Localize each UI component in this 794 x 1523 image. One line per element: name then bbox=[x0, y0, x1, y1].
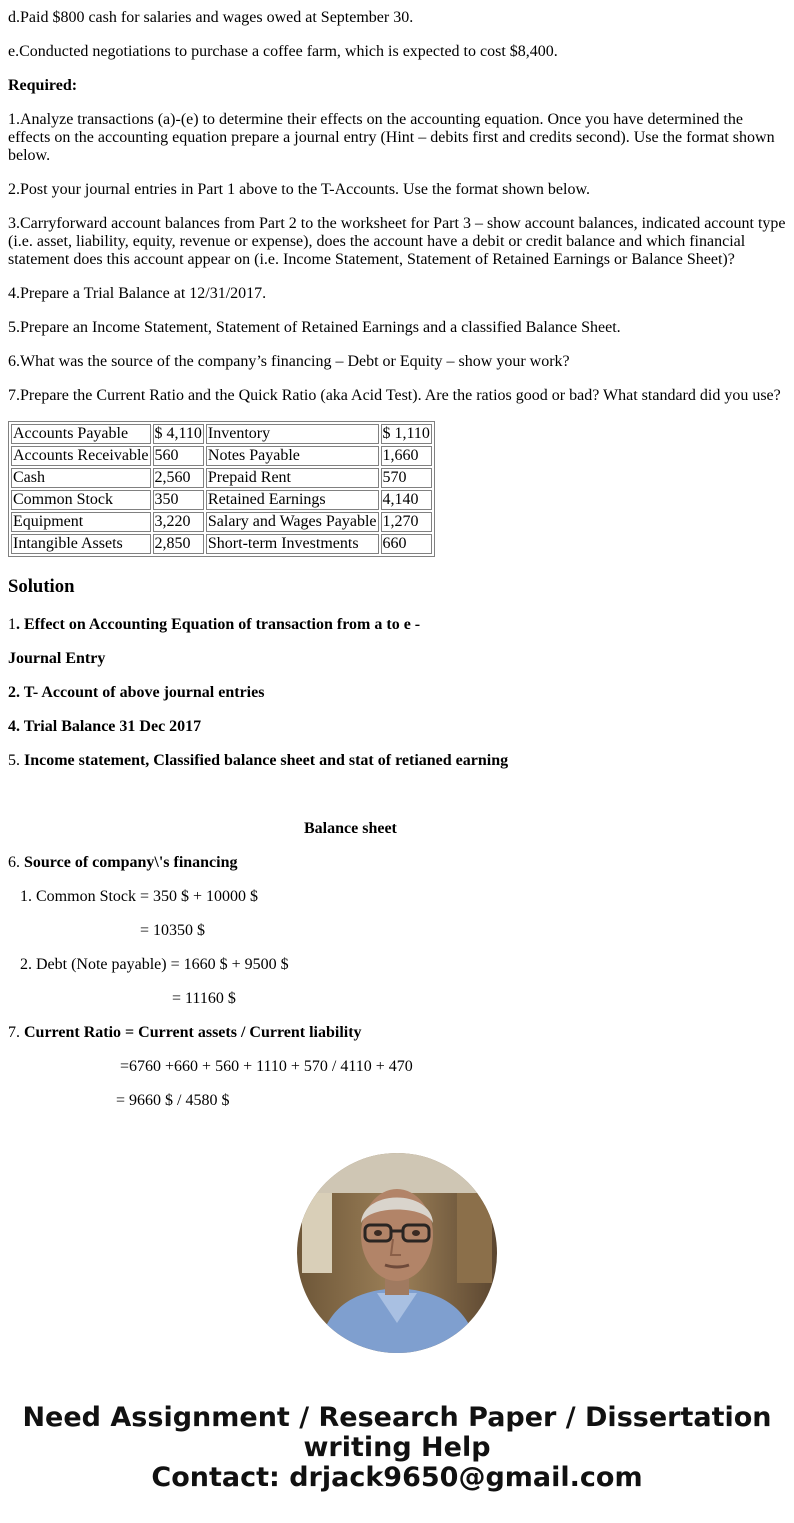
balance-sheet-heading bbox=[304, 820, 397, 838]
solution-2 bbox=[8, 684, 788, 702]
account-name: Accounts Receivable bbox=[13, 447, 149, 464]
requirement-6: 6.What was the source of the company’s financing – Debt or Equity – show your work? bbox=[8, 353, 570, 370]
promo-contact: Contact: drjack9650@gmail.com bbox=[151, 1462, 643, 1493]
account-name: Accounts Payable bbox=[11, 424, 151, 444]
required-heading-text: Required: bbox=[8, 77, 78, 94]
solution-6 bbox=[8, 854, 788, 872]
solution-2-text: 2. T- Account of above journal entries bbox=[8, 684, 265, 701]
balance-sheet-text: Balance sheet bbox=[304, 820, 397, 837]
transaction-d: d.Paid $800 cash for salaries and wages owed at September 30. bbox=[8, 9, 414, 26]
solution-1-number: 1 bbox=[8, 616, 16, 633]
account-balance: 1,270 bbox=[381, 512, 432, 532]
journal-entry-heading bbox=[8, 650, 788, 668]
current-ratio-calc: =6760 +660 + 560 + 1110 + 570 / 4110 + 470 bbox=[120, 1058, 413, 1075]
solution-5-text: Income statement, Classified balance sheet and stat of retianed earning bbox=[24, 752, 509, 769]
account-balance: 660 bbox=[381, 534, 432, 554]
requirement-3: 3.Carryforward account balances from Part 2 to the worksheet for Part 3 – show account balances, indicated account type (i.e. asset, liability, equity, revenue or expense), does the account have a debit or credit balance and which financial statement does this account appear on (i.e. Income Statement, Statement of Retained Earnings or Balance Sheet)? bbox=[8, 215, 786, 268]
solution-4 bbox=[8, 718, 788, 736]
table-row bbox=[11, 490, 432, 510]
solution-7-number: 7. bbox=[8, 1024, 20, 1041]
current-ratio-result: = 9660 $ / 4580 $ bbox=[116, 1092, 230, 1109]
account-balance: 570 bbox=[381, 468, 432, 488]
author-portrait-icon bbox=[297, 1153, 497, 1353]
solution-heading: Solution bbox=[8, 576, 75, 597]
account-name: Salary and Wages Payable bbox=[207, 513, 377, 530]
requirement-4: 4.Prepare a Trial Balance at 12/31/2017. bbox=[8, 285, 267, 302]
solution-4-text: 4. Trial Balance 31 Dec 2017 bbox=[8, 718, 202, 735]
solution-7 bbox=[8, 1024, 788, 1042]
solution-7-text: Current Ratio = Current assets / Current liability bbox=[24, 1024, 362, 1041]
account-balance: $ 1,110 bbox=[382, 425, 430, 442]
common-stock-line: 1. Common Stock = 350 $ + 10000 $ bbox=[20, 888, 259, 905]
account-name: Intangible Assets bbox=[11, 534, 151, 554]
account-name: Cash bbox=[11, 468, 151, 488]
journal-entry-text: Journal Entry bbox=[8, 650, 106, 667]
table-row bbox=[11, 512, 432, 532]
debt-line: 2. Debt (Note payable) = 1660 $ + 9500 $ bbox=[20, 956, 289, 973]
solution-6-text: Source of company\'s financing bbox=[24, 854, 238, 871]
account-balance: 4,140 bbox=[381, 490, 432, 510]
requirement-1: 1.Analyze transactions (a)-(e) to determine their effects on the accounting equation. Once you have determined the effects on the accounting equation prepare a journal entry (Hint – debits first and credits second). Use the format shown below. bbox=[8, 111, 775, 164]
account-name: Inventory bbox=[206, 424, 379, 444]
solution-1 bbox=[8, 616, 788, 634]
promo-banner bbox=[0, 1403, 794, 1493]
account-name: Prepaid Rent bbox=[206, 468, 379, 488]
solution-6-number: 6. bbox=[8, 854, 20, 871]
account-balance: 2,560 bbox=[153, 468, 204, 488]
account-balance: 350 bbox=[153, 490, 204, 510]
table-row bbox=[11, 534, 432, 554]
transaction-e: e.Conducted negotiations to purchase a coffee farm, which is expected to cost $8,400. bbox=[8, 43, 558, 60]
account-balance: 2,850 bbox=[153, 534, 204, 554]
account-balance: $ 4,110 bbox=[154, 425, 202, 442]
promo-line-2: writing Help bbox=[303, 1432, 491, 1463]
account-name: Equipment bbox=[11, 512, 151, 532]
account-name: Retained Earnings bbox=[206, 490, 379, 510]
account-balance: 3,220 bbox=[153, 512, 204, 532]
table-row bbox=[11, 468, 432, 488]
account-balance: 1,660 bbox=[381, 446, 432, 466]
account-name: Notes Payable bbox=[206, 446, 379, 466]
requirement-2: 2.Post your journal entries in Part 1 above to the T-Accounts. Use the format shown below. bbox=[8, 181, 590, 198]
requirement-7: 7.Prepare the Current Ratio and the Quick Ratio (aka Acid Test). Are the ratios good or bad? What standard did you use? bbox=[8, 387, 781, 404]
account-balance: 560 bbox=[153, 446, 204, 466]
table-row bbox=[11, 424, 432, 444]
table-row bbox=[11, 446, 432, 466]
account-name: Common Stock bbox=[11, 490, 151, 510]
promo-line-1: Need Assignment / Research Paper / Dissertation bbox=[22, 1402, 772, 1433]
account-name: Short-term Investments bbox=[206, 534, 379, 554]
solution-5-number: 5. bbox=[8, 752, 20, 769]
common-stock-total: = 10350 $ bbox=[140, 922, 206, 939]
requirement-5: 5.Prepare an Income Statement, Statement of Retained Earnings and a classified Balance Sheet. bbox=[8, 319, 621, 336]
solution-5 bbox=[8, 752, 788, 770]
debt-total: = 11160 $ bbox=[172, 990, 236, 1007]
solution-1-text: . Effect on Accounting Equation of transaction from a to e - bbox=[16, 616, 421, 633]
account-balances-table bbox=[8, 421, 435, 557]
author-photo bbox=[297, 1153, 497, 1353]
required-heading bbox=[8, 77, 788, 95]
